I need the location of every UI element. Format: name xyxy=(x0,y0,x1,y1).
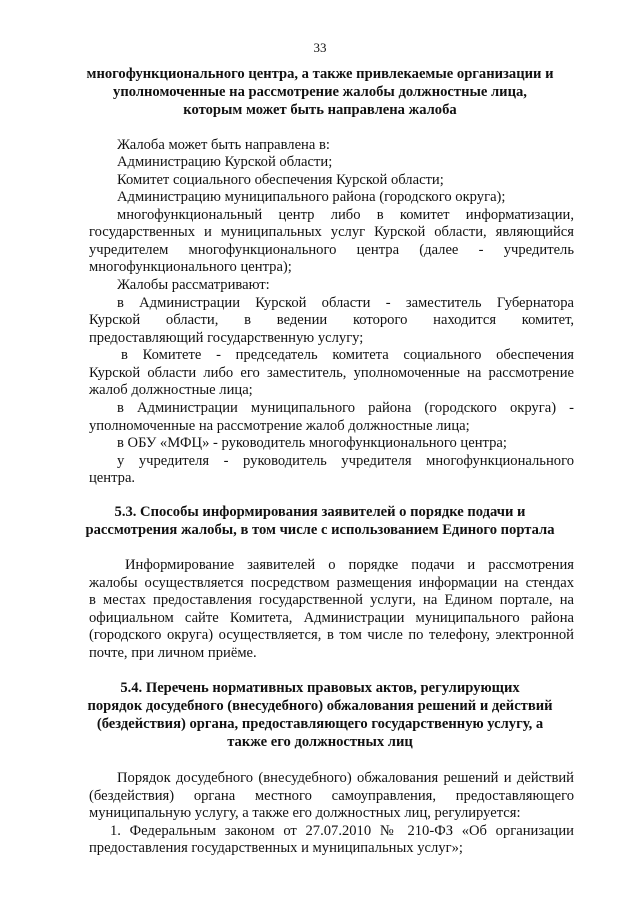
text-line: в Администрации муниципального района (городского округа) - xyxy=(117,400,574,416)
text-line: Жалоба может быть направлена в: xyxy=(117,137,330,153)
text-line: у учредителя - руководитель учредителя многофункционального xyxy=(117,453,574,469)
text-line: Курской области, в ведении которого находится комитет, xyxy=(89,312,574,328)
text-line: в Администрации Курской области - заместитель Губернатора xyxy=(117,295,574,311)
text-line: многофункционального центра); xyxy=(89,259,292,275)
section-heading: 5.3. Способы информирования заявителей о порядке подачи и xyxy=(114,504,526,520)
text-line: Порядок досудебного (внесудебного) обжалования решений и действий xyxy=(117,770,574,786)
text-line: предоставления государственных и муниципальных услуг»; xyxy=(89,840,463,856)
section-heading: рассмотрения жалобы, в том числе с использованием Единого портала xyxy=(85,522,555,538)
section-heading: (бездействия) органа, предоставляющего государственную услугу, а xyxy=(96,716,544,732)
text-line: почте, при личном приёме. xyxy=(89,645,257,661)
text-line: жалоб должностные лица; xyxy=(89,382,253,398)
heading-line: многофункционального центра, а также привлекаемые организации и xyxy=(86,66,554,82)
text-line: в Комитете - председатель комитета социального обеспечения xyxy=(121,347,574,363)
text-line: в местах предоставления государственной услуги, на Едином портале, на xyxy=(89,592,574,608)
text-line: Администрацию муниципального района (городского округа); xyxy=(117,189,506,205)
text-line: муниципальную услугу, а также его должностных лиц, регулируется: xyxy=(89,805,521,821)
text-line: официальном сайте Комитета, Администрации муниципального района xyxy=(89,610,574,626)
text-line: государственных и муниципальных услуг Курской области, являющийся xyxy=(89,224,574,240)
text-line: Информирование заявителей о порядке подачи и рассмотрения xyxy=(125,557,574,573)
heading-line: которым может быть направлена жалоба xyxy=(183,102,457,118)
section-heading: 5.4. Перечень нормативных правовых актов, регулирующих xyxy=(120,680,520,696)
section-heading: также его должностных лиц xyxy=(227,734,413,750)
text-line: (бездействия) органа местного самоуправления, предоставляющего xyxy=(89,788,574,804)
text-line: в ОБУ «МФЦ» - руководитель многофункционального центра; xyxy=(117,435,507,451)
text-line: учредителем многофункционального центра (далее - учредитель xyxy=(89,242,574,258)
text-line: (городского округа) осуществляется, в том числе по телефону, электронной xyxy=(89,627,574,643)
text-line: жалобы осуществляется посредством размещения информации на стендах xyxy=(89,575,574,591)
text-line: Администрацию Курской области; xyxy=(117,154,333,170)
text-line: 1. Федеральным законом от 27.07.2010 № 210-ФЗ «Об организации xyxy=(110,823,574,839)
text-line: центра. xyxy=(89,470,136,486)
section-heading: порядок досудебного (внесудебного) обжалования решений и действий xyxy=(87,698,553,714)
text-line: предоставляющий государственную услугу; xyxy=(89,330,364,346)
text-line: Жалобы рассматривают: xyxy=(117,277,270,293)
text-line: Курской области либо его заместитель, уполномоченные на рассмотрение xyxy=(89,365,574,381)
page-number: 33 xyxy=(313,40,327,55)
text-line: уполномоченные на рассмотрение жалоб должностные лица; xyxy=(89,418,470,434)
text-line: Комитет социального обеспечения Курской области; xyxy=(117,172,444,188)
text-line: многофункциональный центр либо в комитет информатизации, xyxy=(117,207,574,223)
heading-line: уполномоченные на рассмотрение жалобы должностные лица, xyxy=(113,84,527,100)
